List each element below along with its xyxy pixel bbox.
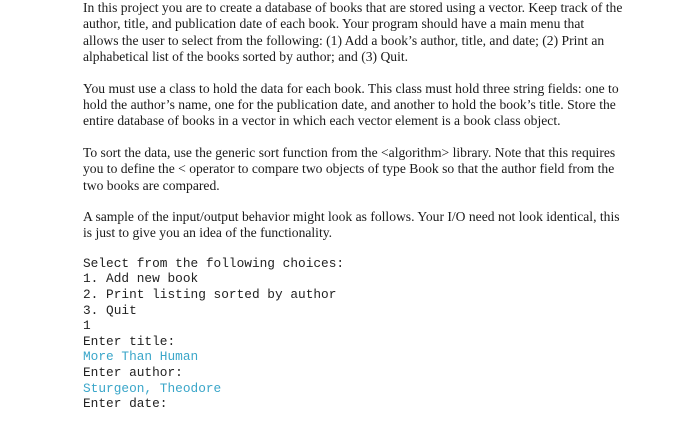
console-menu-prompt: Select from the following choices: bbox=[83, 255, 345, 271]
sorting-paragraph: To sort the data, use the generic sort function from the <algorithm> library. Note that this requires you to define the < operator to compare two objects of type Book so that the author field from the two books are compared. bbox=[83, 144, 616, 193]
console-user-title-input: More Than Human bbox=[83, 349, 199, 365]
console-menu-option-print: 2. Print listing sorted by author bbox=[83, 287, 337, 303]
class-requirements-paragraph: You must use a class to hold the data for each book. This class must hold three string fields: one to hold the author’s name, one for the publication date, and another to hold the book’s title. Store the entire database of books in a vector in which each vector element is a book class object. bbox=[83, 80, 619, 129]
console-user-author-input: Sturgeon, Theodore bbox=[83, 380, 222, 396]
console-title-prompt: Enter title: bbox=[83, 333, 176, 349]
console-author-prompt: Enter author: bbox=[83, 365, 183, 381]
sample-io-paragraph: A sample of the input/output behavior might look as follows. Your I/O need not look identical, this is just to give you an idea of the functionality. bbox=[83, 209, 620, 241]
sample-console-output bbox=[83, 256, 623, 412]
console-menu-option-quit: 3. Quit bbox=[83, 302, 137, 318]
assignment-document bbox=[83, 0, 623, 412]
console-date-prompt: Enter date: bbox=[83, 396, 168, 412]
intro-paragraph: In this project you are to create a database of books that are stored using a vector. Keep track of the author, title, and publication date of each book. Your program should have a main menu that allows the user to select from the following: (1) Add a book’s author, title, and date; (2) Print an alphabetical list of the books sorted by author; and (3) Quit. bbox=[83, 0, 623, 65]
console-menu-option-add: 1. Add new book bbox=[83, 271, 199, 287]
console-user-choice: 1 bbox=[83, 318, 91, 334]
